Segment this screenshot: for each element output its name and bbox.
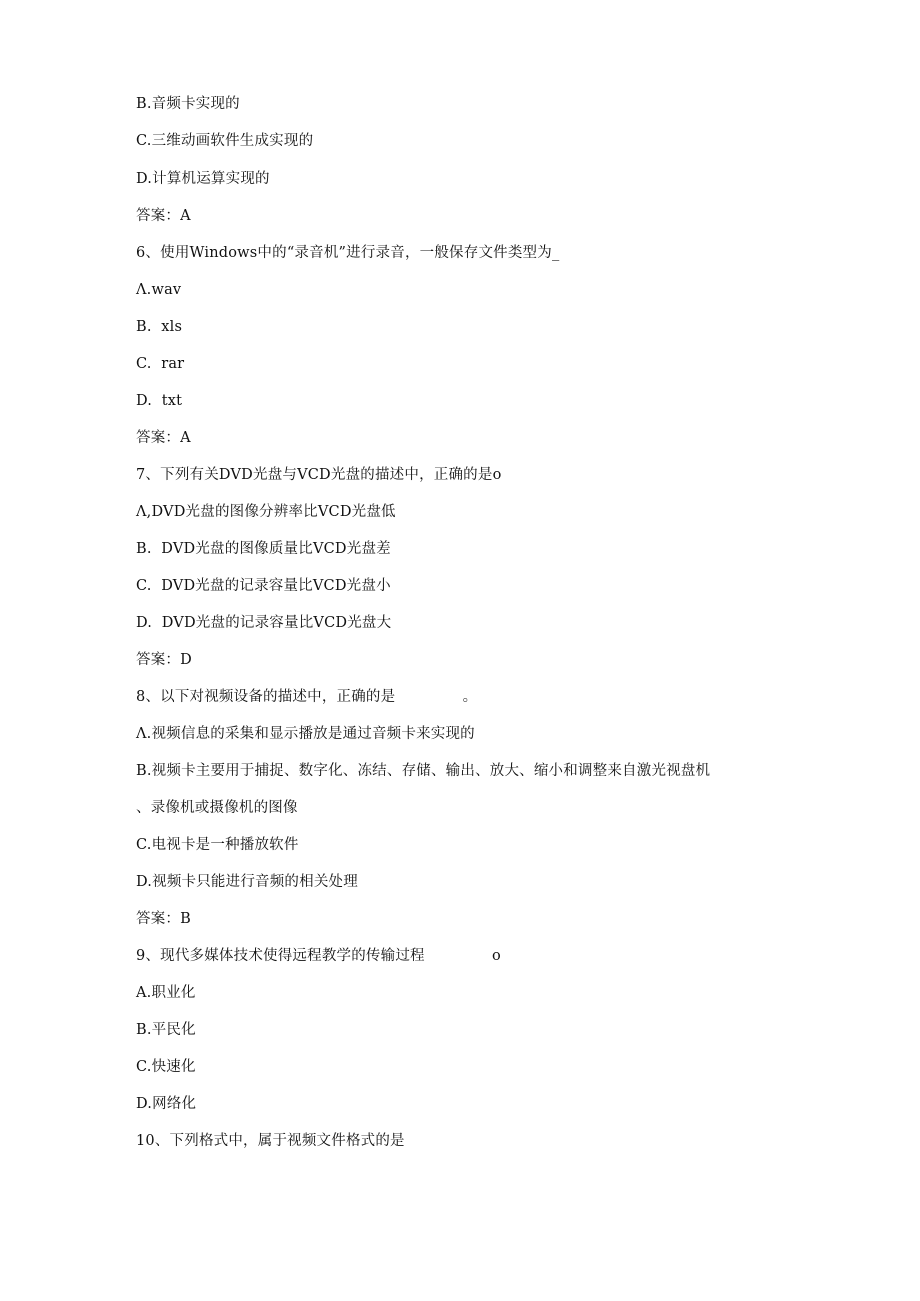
q9-option-b: B.平民化 (136, 1022, 196, 1038)
q8-option-a: Λ.视频信息的采集和显示播放是通过音频卡来实现的 (136, 726, 475, 742)
q9-option-d: D.网络化 (136, 1096, 197, 1112)
q6-option-d: D. txt (136, 393, 183, 409)
q6-option-c: C. rar (136, 356, 185, 372)
answer-q6: 答案：A (136, 430, 191, 446)
question-6: 6、使用Windows中的“录音机”进行录音，一般保存文件类型为_ (136, 245, 560, 261)
answer-q7: 答案：D (136, 652, 192, 668)
q9-option-c: C.快速化 (136, 1059, 196, 1075)
q9-option-a: A.职业化 (136, 985, 196, 1001)
question-7: 7、下列有关DVD光盘与VCD光盘的描述中，正确的是o (136, 467, 502, 483)
answer-q8: 答案：B (136, 911, 191, 927)
q7-option-c: C. DVD光盘的记录容量比VCD光盘小 (136, 578, 391, 594)
question-9: 9、现代多媒体技术使得远程教学的传输过程 o (136, 948, 501, 964)
answer-q5: 答案：A (136, 208, 191, 224)
option-c-3d-animation: C.三维动画软件生成实现的 (136, 133, 314, 149)
q8-option-c: C.电视卡是一种播放软件 (136, 837, 299, 853)
question-10: 10、下列格式中，属于视频文件格式的是 (136, 1133, 405, 1149)
option-b-sound-card: B.音频卡实现的 (136, 96, 240, 112)
question-8: 8、以下对视频设备的描述中，正确的是 。 (136, 689, 478, 705)
q8-option-b-line1: B.视频卡主要用于捕捉、数字化、冻结、存储、输出、放大、缩小和调整来自激光视盘机 (136, 763, 711, 779)
q8-option-b-line2: 、录像机或摄像机的图像 (136, 800, 298, 816)
q7-option-b: B. DVD光盘的图像质量比VCD光盘差 (136, 541, 391, 557)
q7-option-d: D. DVD光盘的记录容量比VCD光盘大 (136, 615, 392, 631)
option-d-computer-calc: D.计算机运算实现的 (136, 171, 270, 187)
q6-option-a: Λ.wav (136, 282, 182, 298)
q7-option-a: Λ,DVD光盘的图像分辨率比VCD光盘低 (136, 504, 396, 520)
q6-option-b: B. xls (136, 319, 183, 335)
q8-option-d: D.视频卡只能进行音频的相关处理 (136, 874, 358, 890)
